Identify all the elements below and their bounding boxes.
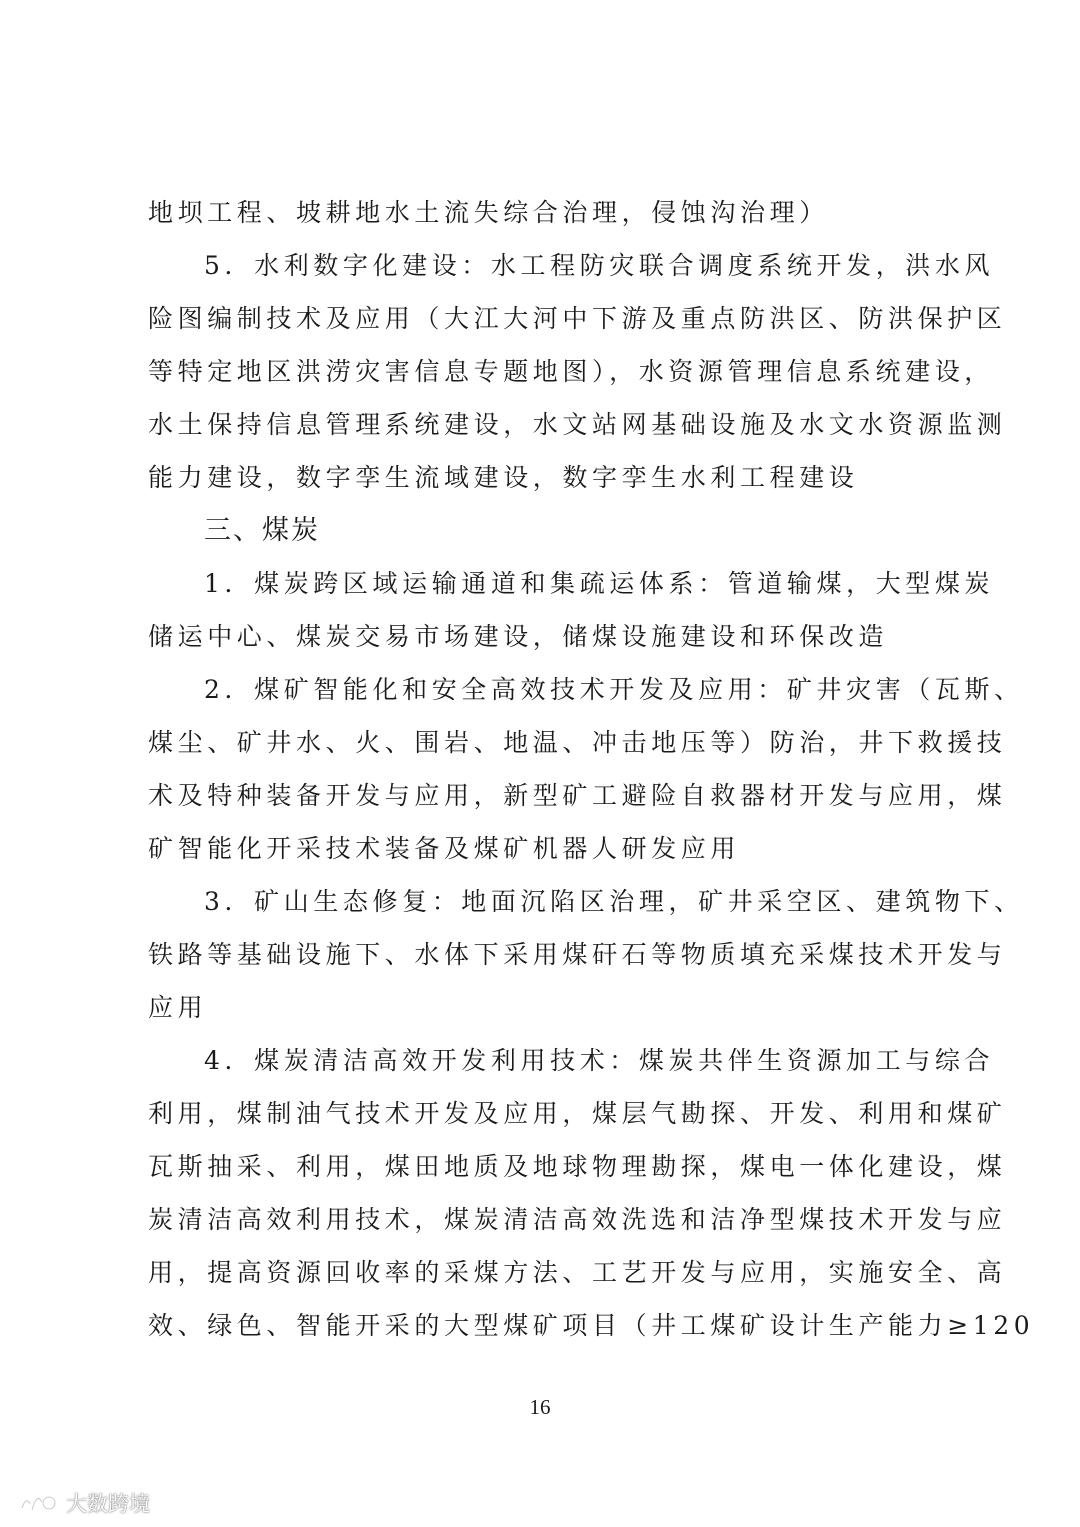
text-line: 瓦斯抽采、利用，煤田地质及地球物理勘探，煤电一体化建设，煤 [148,1152,1007,1181]
text-line: 险图编制技术及应用（大江大河中下游及重点防洪区、防洪保护区 [148,304,1007,333]
text-line: 能力建设，数字孪生流域建设，数字孪生水利工程建设 [148,463,859,492]
text-line: 地坝工程、坡耕地水土流失综合治理，侵蚀沟治理） [148,198,829,227]
text-line: 等特定地区洪涝灾害信息专题地图），水资源管理信息系统建设， [148,357,994,386]
text-line: 煤尘、矿井水、火、围岩、地温、冲击地压等）防治，井下救援技 [148,728,1007,757]
text-line: 3．矿山生态修复：地面沉陷区治理，矿井采空区、建筑物下、 [204,887,1024,916]
text-line: 应用 [148,993,208,1022]
text-line: 术及特种装备开发与应用，新型矿工避险自救器材开发与应用，煤 [148,781,1007,810]
text-line: 储运中心、煤炭交易市场建设，储煤设施建设和环保改造 [148,622,889,651]
text-line: 效、绿色、智能开采的大型煤矿项目（井工煤矿设计生产能力≥120 [148,1311,1035,1340]
text-line: 4．煤炭清洁高效开发利用技术：煤炭共伴生资源加工与综合 [204,1046,995,1075]
text-line: 铁路等基础设施下、水体下采用煤矸石等物质填充采煤技术开发与 [148,940,1007,969]
text-line: 1．煤炭跨区域运输通道和集疏运体系：管道输煤，大型煤炭 [204,569,995,598]
watermark-text: 大数跨境 [66,1492,150,1516]
text-line: 用，提高资源回收率的采煤方法、工艺开发与应用，实施安全、高 [148,1258,1007,1287]
text-line: 2．煤矿智能化和安全高效技术开发及应用：矿井灾害（瓦斯、 [204,675,1024,704]
text-line: 利用，煤制油气技术开发及应用，煤层气勘探、开发、利用和煤矿 [148,1099,1007,1128]
body-text [148,186,1035,1352]
text-line: 炭清洁高效利用技术，煤炭清洁高效洗选和洁净型煤技术开发与应 [148,1205,1007,1234]
sound-wave-logo-icon [18,1490,60,1516]
text-line: 矿智能化开采技术装备及煤矿机器人研发应用 [148,834,741,863]
watermark [18,1488,150,1518]
text-line: 5．水利数字化建设：水工程防灾联合调度系统开发，洪水风 [204,251,995,280]
page-number: 16 [529,1395,551,1419]
text-line: 水土保持信息管理系统建设，水文站网基础设施及水文水资源监测 [148,410,1007,439]
section-heading: 三、煤炭 [204,515,320,546]
